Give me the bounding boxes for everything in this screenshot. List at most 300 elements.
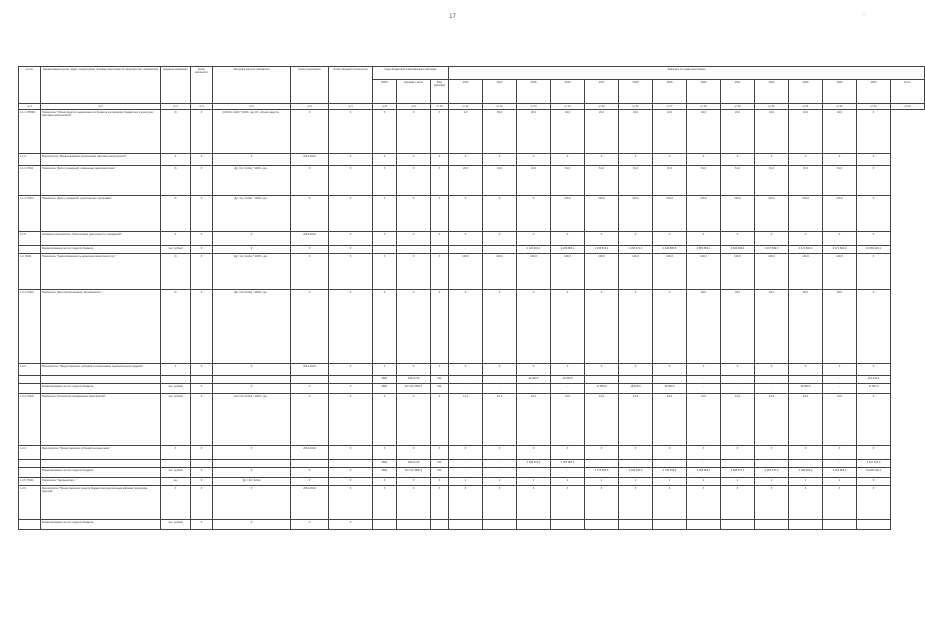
row-value: Х (857, 254, 891, 290)
row-value: 4 033 000,0 (619, 468, 653, 478)
header-year: 2015 (517, 80, 551, 104)
header-coef: Коэф. весомости (191, 67, 213, 104)
row-value: - (823, 376, 857, 384)
row-coef: Х (191, 232, 213, 246)
row-period: 2014-2024 (291, 154, 329, 166)
row-number: 1.1.4. П012 (19, 196, 41, 232)
row-unit: % (161, 110, 191, 154)
row-coef: Х (191, 468, 213, 478)
row-value: 1 (653, 478, 687, 486)
row-coef: Х (191, 478, 213, 486)
row-value: 100,0 (653, 254, 687, 290)
row-value: 29,0 (687, 290, 721, 364)
row-period: Х (291, 110, 329, 154)
row-target-article: Х (397, 196, 431, 232)
row-value: 100,0 (585, 254, 619, 290)
row-value: - (653, 376, 687, 384)
row-value: 18 900,0 (653, 384, 687, 394)
row-unit: Х (161, 486, 191, 520)
row-value: Х (483, 196, 517, 232)
row-value: 61,0 (585, 166, 619, 196)
row-value: 61,0 (551, 166, 585, 196)
row-value: Х (687, 446, 721, 460)
row-name: Показатель "Доля учреждений, реализующих программы" (41, 196, 161, 232)
corner-mark: - (863, 12, 865, 18)
row-value: 3 760 643,0 (653, 468, 687, 478)
row-responsible: Х (329, 290, 373, 364)
column-number: гр.6 (291, 104, 329, 110)
row-value: 13,0 (585, 394, 619, 446)
row-name: Показатель "Удельный вес..." (41, 478, 161, 486)
header-year: 2021 (721, 80, 755, 104)
row-value: 100,0 (551, 196, 585, 232)
row-value: Х (721, 154, 755, 166)
row-value: - (789, 376, 823, 384)
row-value: Х (585, 290, 619, 364)
row-value: 100,0 (755, 254, 789, 290)
row-coef: Х (191, 290, 213, 364)
row-value: 17 280,0 (585, 384, 619, 394)
column-number: гр.4 (191, 104, 213, 110)
row-responsible (329, 460, 373, 468)
row-name: Показатель "Объем средств, выделенных из бюджета на перевозку бюджетных и культурно-массовых мероприятий" (41, 110, 161, 154)
row-value: Х (653, 364, 687, 376)
row-target-article: 02 1 02 7802 0 (397, 468, 431, 478)
row-number (19, 246, 41, 254)
row-value: Х (517, 290, 551, 364)
row-coef: Х (191, 196, 213, 232)
row-responsible: Х (329, 232, 373, 246)
row-value: Х (449, 154, 483, 166)
row-value: Х (585, 486, 619, 520)
table-row (19, 520, 925, 530)
row-value: Х (823, 486, 857, 520)
row-responsible: Х (329, 468, 373, 478)
header-year: 2025 (857, 80, 891, 104)
row-value: 4 088 571,1 (721, 468, 755, 478)
row-value: Х (789, 232, 823, 246)
row-value: 114 344,0 (857, 376, 891, 384)
row-period: 2014-2024 (291, 232, 329, 246)
header-year: 2024 (823, 80, 857, 104)
column-number: гр.10 (431, 104, 449, 110)
row-expense-type: Х (431, 290, 449, 364)
row-target-article: Х (397, 290, 431, 364)
row-target-article: 02 1 02 7802 0 (397, 384, 431, 394)
row-value: Х (517, 154, 551, 166)
row-target-article: Х (397, 254, 431, 290)
header-year: 2023 (789, 80, 823, 104)
table-row (19, 254, 925, 290)
row-grbs: 0801 (373, 460, 397, 468)
row-number: 1.2. П013 (19, 254, 41, 290)
row-target-article: Х (397, 394, 431, 446)
row-target-article (397, 246, 431, 254)
row-expense-type: 611 (431, 376, 449, 384)
row-method: Х (213, 384, 291, 394)
row-value: Х (483, 446, 517, 460)
row-value: Х (857, 446, 891, 460)
row-value: Х (483, 290, 517, 364)
row-responsible: Х (329, 446, 373, 460)
row-grbs: Х (373, 290, 397, 364)
row-method: Х (213, 468, 291, 478)
column-number: гр.2 (41, 104, 161, 110)
row-grbs: Х (373, 154, 397, 166)
row-value (687, 520, 721, 530)
row-expense-type: Х (431, 110, 449, 154)
table-row (19, 246, 925, 254)
row-value: 1 755 960,0 (551, 460, 585, 468)
row-value: Х (857, 166, 891, 196)
row-name: Мероприятие "Финансирование организации массовых мероприятий" (41, 154, 161, 166)
row-value: 29,0 (755, 290, 789, 364)
row-value: Х (517, 446, 551, 460)
column-number: гр.11 (449, 104, 483, 110)
row-method: Дв = Кв / Кобщ * 100%, где... (213, 290, 291, 364)
row-grbs (373, 520, 397, 530)
row-period: Х (291, 468, 329, 478)
row-expense-type: Х (431, 196, 449, 232)
row-value: 100,0 (449, 254, 483, 290)
column-number: гр.12 (483, 104, 517, 110)
row-unit: Х (161, 154, 191, 166)
row-expense-type (431, 520, 449, 530)
column-number: гр.21 (789, 104, 823, 110)
table-row (19, 384, 925, 394)
row-value: 100,0 (721, 196, 755, 232)
row-value: 32 290,0 (517, 376, 551, 384)
row-value: 61,0 (687, 166, 721, 196)
row-value: - (823, 384, 857, 394)
row-value: 4 467 699,0 (755, 246, 789, 254)
row-name: Финансирование за счет средств бюджета (41, 520, 161, 530)
row-value: 1 (721, 478, 755, 486)
row-value: Х (449, 446, 483, 460)
row-value: - (721, 376, 755, 384)
row-number (19, 520, 41, 530)
header-year: 2022 (755, 80, 789, 104)
row-value: Х (517, 196, 551, 232)
row-expense-type: Х (431, 478, 449, 486)
row-value: Х (449, 486, 483, 520)
row-value: 100,0 (653, 196, 687, 232)
table-row (19, 154, 925, 166)
row-value: - (551, 384, 585, 394)
row-value (483, 520, 517, 530)
table-row (19, 290, 925, 364)
row-value: Х (517, 486, 551, 520)
column-number: гр.16 (619, 104, 653, 110)
row-grbs: Х (373, 110, 397, 154)
row-period: Х (291, 394, 329, 446)
row-coef: Х (191, 364, 213, 376)
row-unit: % (161, 166, 191, 196)
header-no: № п/п (19, 67, 41, 104)
row-value: - (823, 460, 857, 468)
row-value: Х (483, 154, 517, 166)
row-unit (161, 376, 191, 384)
table-row (19, 486, 925, 520)
row-value: Х (721, 232, 755, 246)
row-value: 1 626 570,0 (517, 460, 551, 468)
row-value: 2 295 471,4 (619, 246, 653, 254)
column-number: гр.9 (397, 104, 431, 110)
row-value: Х (857, 394, 891, 446)
header-year: 2013 (449, 80, 483, 104)
row-responsible: Х (329, 520, 373, 530)
row-period: Х (291, 520, 329, 530)
row-value (551, 520, 585, 530)
row-responsible: Х (329, 478, 373, 486)
row-value: 1 (449, 478, 483, 486)
row-period: Х (291, 478, 329, 486)
table-row (19, 196, 925, 232)
row-value: 100,0 (823, 196, 857, 232)
row-grbs: Х (373, 364, 397, 376)
header-budget-col: Вид расходов (431, 80, 449, 104)
row-value: 31 926 446,1 (857, 468, 891, 478)
row-value: - (483, 384, 517, 394)
row-period (291, 376, 329, 384)
row-method: Х (213, 486, 291, 520)
table-row (19, 460, 925, 468)
row-value: - (449, 376, 483, 384)
row-target-article: Х (397, 232, 431, 246)
row-value: Х (449, 196, 483, 232)
row-value: 61,0 (721, 166, 755, 196)
row-value: Х (857, 478, 891, 486)
row-coef: Х (191, 520, 213, 530)
row-value: 13,0 (721, 394, 755, 446)
row-value: Х (721, 486, 755, 520)
row-value: Х (449, 364, 483, 376)
row-coef: Х (191, 384, 213, 394)
row-number: 1.2.3. П015 (19, 394, 41, 446)
row-value: 100,0 (687, 254, 721, 290)
row-value: - (551, 468, 585, 478)
row-value: 22 290,0 (551, 376, 585, 384)
row-value: Х (823, 232, 857, 246)
row-value: Х (857, 196, 891, 232)
row-name: Показатель "Доля учреждений, охваченных мероприятиями" (41, 166, 161, 196)
row-value: - (687, 460, 721, 468)
row-value: 1 775 906,0 (585, 468, 619, 478)
column-number: гр.14 (551, 104, 585, 110)
row-value: Х (619, 232, 653, 246)
column-number: гр.23 (857, 104, 891, 110)
row-value: Х (483, 364, 517, 376)
row-value: 100,0 (517, 254, 551, 290)
row-value: 100,0 (687, 196, 721, 232)
row-name: Показатель "Удовлетворенность населения качеством услуг" (41, 254, 161, 290)
row-value: - (789, 460, 823, 468)
row-value (755, 520, 789, 530)
row-value (585, 520, 619, 530)
row-value: 11,3 (449, 394, 483, 446)
row-method (213, 460, 291, 468)
row-period: Х (291, 246, 329, 254)
row-value: 13,2 (517, 394, 551, 446)
header-budget-col: ГРБС (373, 80, 397, 104)
row-value: Х (619, 446, 653, 460)
row-value: 60,0 (823, 290, 857, 364)
column-number: гр.19 (721, 104, 755, 110)
row-value: Х (721, 364, 755, 376)
row-coef: Х (191, 486, 213, 520)
row-number: 1.2.2. (19, 364, 41, 376)
row-value: 16,3 (483, 394, 517, 446)
row-value: 100,0 (789, 254, 823, 290)
row-value: - (755, 460, 789, 468)
row-expense-type (431, 246, 449, 254)
row-value: 61,0 (619, 166, 653, 196)
row-period: Х (291, 254, 329, 290)
row-value: 1 (551, 478, 585, 486)
row-grbs: Х (373, 254, 397, 290)
row-value (517, 520, 551, 530)
row-value: 24,0 (619, 110, 653, 154)
row-value: - (449, 468, 483, 478)
table-row (19, 166, 925, 196)
row-value: Х (551, 290, 585, 364)
row-method: Ду = Кп / Кобщ (213, 478, 291, 486)
row-number: 1.2.5. П041 (19, 478, 41, 486)
row-value: 2 691 384,4 (721, 246, 755, 254)
row-value: 24,0 (653, 110, 687, 154)
row-value: 13,0 (551, 394, 585, 446)
row-value: 1 (517, 478, 551, 486)
row-value: - (483, 376, 517, 384)
table-row (19, 468, 925, 478)
row-value: - (449, 460, 483, 468)
row-grbs: Х (373, 166, 397, 196)
row-unit: Х (161, 232, 191, 246)
row-unit: % (161, 254, 191, 290)
row-value: 100,0 (823, 254, 857, 290)
row-responsible: Х (329, 110, 373, 154)
row-number: 1.1.1. ПП001 (19, 110, 41, 154)
row-value: Х (687, 232, 721, 246)
row-grbs: Х (373, 394, 397, 446)
row-value: Х (789, 364, 823, 376)
row-expense-type: 611 (431, 384, 449, 394)
row-expense-type: 611 (431, 468, 449, 478)
row-value: 100,0 (483, 254, 517, 290)
row-value (619, 520, 653, 530)
row-value: Х (585, 446, 619, 460)
row-unit: тыс. рублей (161, 468, 191, 478)
row-value: Х (619, 290, 653, 364)
row-expense-type: Х (431, 166, 449, 196)
row-value: Х (755, 232, 789, 246)
row-period: Х (291, 196, 329, 232)
row-number (19, 460, 41, 468)
row-number: 1.2.6. (19, 486, 41, 520)
row-unit: тыс. рублей (161, 394, 191, 446)
row-name: Финансирование за счет средств бюджета (41, 468, 161, 478)
row-value: Х (687, 154, 721, 166)
table-row (19, 232, 925, 246)
row-value: - (619, 460, 653, 468)
row-value: Х (755, 364, 789, 376)
row-value: Х (857, 486, 891, 520)
row-expense-type: Х (431, 394, 449, 446)
row-unit: % (161, 290, 191, 364)
row-value: - (517, 468, 551, 478)
row-value: Х (619, 154, 653, 166)
row-value: Х (551, 154, 585, 166)
row-value: 100,0 (551, 254, 585, 290)
row-value (823, 520, 857, 530)
row-expense-type: Х (431, 364, 449, 376)
row-value: - (449, 246, 483, 254)
row-expense-type: 611 (431, 460, 449, 468)
row-coef: Х (191, 154, 213, 166)
row-name: Финансирование за счет средств бюджета (41, 384, 161, 394)
row-value (789, 520, 823, 530)
row-unit: тыс. рублей (161, 384, 191, 394)
row-value: 13,0 (687, 394, 721, 446)
row-responsible: Х (329, 154, 373, 166)
row-value: 1 (823, 478, 857, 486)
row-value: - (721, 460, 755, 468)
row-name: Основное мероприятие "Обеспечение деятельности учреждений" (41, 232, 161, 246)
row-value: Х (619, 364, 653, 376)
row-value: Х (449, 290, 483, 364)
header-name: Наименование целей, задач, подпрограмм, основных мероприятий, мероприятий, показателей (41, 67, 161, 104)
row-value: Х (653, 154, 687, 166)
table-row (19, 376, 925, 384)
header-responsible: Ответственный исполнитель (329, 67, 373, 104)
row-value: 16 369 332,1 (857, 246, 891, 254)
row-unit: тыс. рублей (161, 246, 191, 254)
row-period: Х (291, 166, 329, 196)
row-value: 100,0 (789, 196, 823, 232)
column-number: гр.24 (891, 104, 925, 110)
row-number: 1.1.5. (19, 232, 41, 246)
row-value: - (585, 376, 619, 384)
row-value: Х (823, 154, 857, 166)
row-value: Х (789, 486, 823, 520)
row-value: Х (687, 486, 721, 520)
header-year: 2019 (653, 80, 687, 104)
row-value: 26,0 (517, 110, 551, 154)
row-value: Х (551, 364, 585, 376)
row-value: - (585, 460, 619, 468)
header-period: Сроки реализации (291, 67, 329, 104)
row-unit: ед. (161, 478, 191, 486)
row-value: 69,0 (483, 110, 517, 154)
row-value: Х (857, 110, 891, 154)
row-grbs: Х (373, 196, 397, 232)
row-unit: % (161, 196, 191, 232)
row-value: Х (551, 232, 585, 246)
row-value: Х (755, 154, 789, 166)
row-value: Х (517, 364, 551, 376)
table-row (19, 364, 925, 376)
row-value: - (755, 376, 789, 384)
table-row (19, 394, 925, 446)
row-name (41, 460, 161, 468)
row-grbs: Х (373, 232, 397, 246)
row-coef (191, 376, 213, 384)
row-value: 100,0 (755, 196, 789, 232)
row-period: Х (291, 384, 329, 394)
row-method (213, 376, 291, 384)
row-target-article: Х (397, 166, 431, 196)
column-number: гр.5 (213, 104, 291, 110)
